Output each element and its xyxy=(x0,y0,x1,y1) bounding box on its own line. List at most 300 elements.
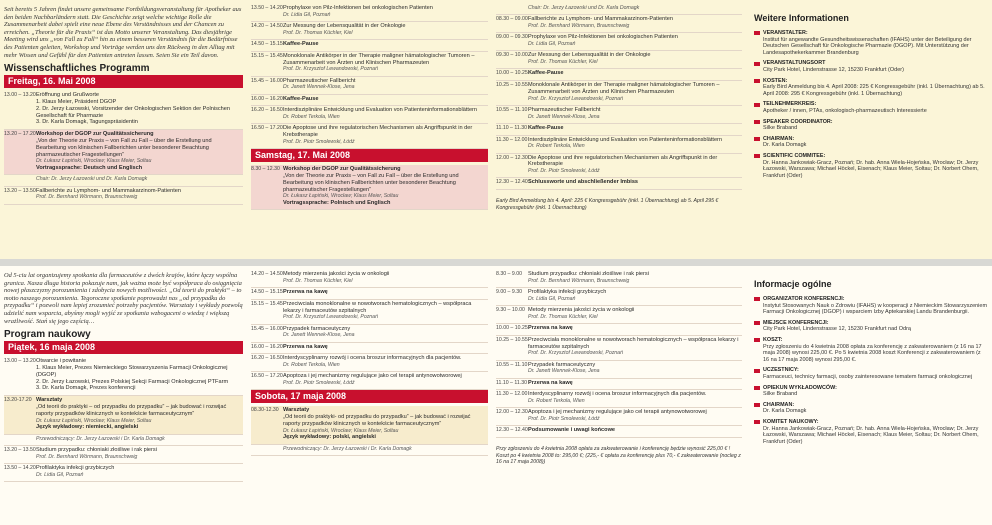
session-details xyxy=(283,125,488,145)
session-details xyxy=(528,16,742,29)
session-title: Interdisziplinäre Entwicklung und Evaluation von Patienteninformationsblättern xyxy=(283,107,478,114)
session-row xyxy=(251,343,488,355)
session-time: 11.30 – 12.00 xyxy=(496,391,528,398)
session-row xyxy=(4,435,243,446)
de-info-column xyxy=(746,0,992,259)
session-row xyxy=(496,390,742,408)
session-row xyxy=(496,106,742,124)
session-row xyxy=(251,95,488,107)
session-details xyxy=(36,397,243,430)
session-speaker: Prof. Dr. Bernhard Wörmann, Braunschweig xyxy=(36,453,138,460)
day-header: Samstag, 17. Mai 2008 xyxy=(251,149,488,162)
session-row xyxy=(496,324,742,336)
info-label-text: KOSZT: xyxy=(763,336,783,343)
session-row xyxy=(496,15,742,33)
session-line: 3. Dr. Karla Domagk, Prezes konferencji xyxy=(36,385,136,392)
info-item xyxy=(754,60,988,73)
session-row xyxy=(496,178,742,190)
session-row xyxy=(496,408,742,426)
info-item xyxy=(754,419,988,445)
session-speaker: Przewodniczący: Dr. Jerzy Łazowski i Dr. Karla Domagk xyxy=(283,445,412,452)
info-item xyxy=(754,337,988,363)
session-speaker: Prof. Dr. Krzysztof Lewandowski, Poznań xyxy=(528,95,623,102)
info-label-text: MIEJSCE KONFERENCJI: xyxy=(763,319,829,326)
session-time: 09.00 – 09.30 xyxy=(496,34,528,41)
session-title: Kaffee-Pause xyxy=(283,95,319,102)
session-line: „Od teorii do praktyki – od przypadku do przypadku“ – jak budować i rozwijać raporty przypadków klinicznych w kontekście farmaceutycznym“ xyxy=(36,403,227,417)
session-details xyxy=(283,355,488,368)
session-details xyxy=(528,427,742,434)
info-label xyxy=(754,60,988,67)
bullet-square-icon xyxy=(754,420,760,424)
session-speaker: Dr. Robert Terkola, Wien xyxy=(528,143,585,150)
session-details xyxy=(528,137,742,150)
session-time: 14.20 – 14.50 xyxy=(251,271,283,277)
info-label-text: CHAIRMAN: xyxy=(763,401,795,408)
session-time: 16.50 – 17.20 xyxy=(251,373,283,380)
session-time: 15.15 – 15.45 xyxy=(251,52,283,59)
session-time: 9.00 – 9.30 xyxy=(496,289,522,295)
info-label-text: OPIEKUN WYKŁADOWCÓW: xyxy=(763,384,837,391)
session-title: Die Apoptose und ihre regulatorischen Mechanismen als Angriffspunkt in der Krebstherapie xyxy=(528,154,718,168)
session-details xyxy=(283,5,488,18)
day-header: Freitag, 16. Mai 2008 xyxy=(4,75,243,88)
session-time: 08.30 – 09.00 xyxy=(496,16,528,23)
info-value: Instytut Stosowanych Nauk o Zdrowiu (IFAHS) w kooperacji z Niemieckim Stowarzyszeniem Farmacji Onkologicznej (DGOP) i wsparciem Izby Aptekarskiej Landu Brandenburgii. xyxy=(763,302,988,316)
session-row xyxy=(496,270,742,288)
info-label-text: CHAIRMAN: xyxy=(763,135,795,142)
info-label-text: VERANSTALTER: xyxy=(763,30,808,36)
session-details xyxy=(528,70,742,77)
session-details xyxy=(528,409,742,422)
session-time: 11.30 – 12.00 xyxy=(496,136,528,143)
session-time: 10.25 – 10.55 xyxy=(496,336,528,343)
session-details xyxy=(283,446,488,452)
bullet-square-icon xyxy=(754,403,760,407)
session-details xyxy=(528,125,742,132)
info-label xyxy=(754,30,988,37)
info-label-text: TEILNEHMERKREIS: xyxy=(763,101,817,108)
session-details xyxy=(528,5,742,11)
info-label xyxy=(754,385,988,392)
info-label-text: UCZESTNICY: xyxy=(763,367,799,374)
bullet-square-icon xyxy=(754,297,760,301)
info-list xyxy=(754,296,988,445)
session-list xyxy=(4,357,243,482)
session-title: Workshop der DGOP zur Qualitätssicherung xyxy=(36,131,154,138)
session-details xyxy=(283,373,488,386)
info-label xyxy=(754,101,988,108)
session-row xyxy=(251,445,488,456)
session-speaker: Dr. Łukasz Łapiński, Wrocław; Klaus Meier, Soltau xyxy=(283,427,399,434)
session-speaker: Prof. Dr. Piotr Smolewski, Łódź xyxy=(528,168,600,175)
session-row xyxy=(251,325,488,343)
session-time: 13.20 – 13.50 xyxy=(4,187,36,194)
session-time: 10.55 – 11.10 xyxy=(496,361,528,368)
session-time: 10.55 – 11.10 xyxy=(496,106,528,113)
session-time: 10.00 – 10.25 xyxy=(496,325,528,331)
session-details xyxy=(528,307,742,320)
session-title: Interdyscyplinarny rozwój i ocena broszur informacyjnych dla pacjentów. xyxy=(283,355,462,362)
info-label xyxy=(754,320,988,327)
session-details xyxy=(528,289,742,302)
info-title: Informacje ogólne xyxy=(754,279,832,289)
bullet-square-icon xyxy=(754,321,760,325)
session-title: Metody mierzenia jakości życia w onkologii xyxy=(283,271,390,277)
session-details xyxy=(283,271,488,284)
session-row xyxy=(4,446,243,464)
session-speaker: Przewodniczący: Dr. Jerzy Łazowski i Dr. Karla Domagk xyxy=(36,435,165,442)
session-speaker: Chair: Dr. Jerzy Łazowski und Dr. Karla Domagk xyxy=(528,5,640,11)
info-item xyxy=(754,101,988,114)
session-speaker: Prof. Dr. Thomas Küchler, Kiel xyxy=(528,59,598,65)
session-details xyxy=(283,53,488,73)
session-title: Przypadek farmaceutyczny xyxy=(528,361,596,368)
session-title: Kaffee-Pause xyxy=(528,70,564,77)
session-details xyxy=(528,325,742,332)
session-details xyxy=(283,407,488,440)
info-value: Dr. Karla Domagk xyxy=(763,408,807,415)
session-row xyxy=(496,4,742,15)
session-line: 1. Klaus Meier, Prezes Niemieckiego Stowarzyszenia Farmacji Onkologicznej (DGOP) xyxy=(36,364,228,378)
session-row xyxy=(251,300,488,325)
session-title: Przeciwciała monoklonalne w nowotworach hematologicznych – współpraca lekarzy i farmaceutów szpitalnych xyxy=(528,336,739,350)
session-time: 14.50 – 15.15 xyxy=(251,41,283,47)
info-item xyxy=(754,119,988,132)
session-row xyxy=(251,4,488,22)
session-details xyxy=(283,166,488,206)
session-speaker: Prof. Dr. Krzysztof Lewandowski, Poznań xyxy=(528,350,623,357)
session-line: „Von der Theorie zur Praxis – von Fall zu Fall – über die Erstellung und Bearbeitung von klinischen Fallberichten unter besonderer Beachtung pharmazeutischer Fragestellungen“ xyxy=(283,172,459,193)
session-details xyxy=(283,326,488,339)
session-title: Die Apoptose und ihre regulatorischen Mechanismen als Angriffspunkt in der Krebstherapie xyxy=(283,125,473,139)
session-speaker: Dr. Janett Wennek-Klose, Jena xyxy=(528,368,600,375)
info-value: Przy zgłoszeniu do 4 kwietnia 2008 opłata za konferencję z zakwaterowaniem (z 16 na 17 maja 2008) wynosi 225,00 €. Po 5 kwietnia 2008 koszt Konferencji z zakwaterowaniem (z 16 na 17 maja 2008) wynosi 295,00 €. xyxy=(763,343,982,363)
session-line: „Von der Theorie zur Praxis – von Fall zu Fall – über die Erstellung und Bearbeitung von klinischen Fallberichten unter besonderer Beachtung pharmazeutischer Fragestellungen“ xyxy=(36,137,212,158)
bullet-square-icon xyxy=(754,120,760,124)
session-speaker: Dr. Janett Wennek-Klose, Jena xyxy=(283,84,355,91)
session-title: Interdyscyplinarny rozwój i ocena broszur informacyjnych dla pacjentów. xyxy=(528,391,707,398)
session-time: 16.20 – 16.50 xyxy=(251,355,283,362)
session-speaker: Prof. Dr. Bernhard Wörmann, Braunschweig xyxy=(36,194,138,201)
bullet-square-icon xyxy=(754,103,760,107)
session-speaker: Dr. Lidia Gil, Poznań xyxy=(528,295,576,302)
session-time: 13.00 – 13.20 xyxy=(4,92,36,99)
session-row xyxy=(496,361,742,379)
info-label xyxy=(754,153,988,160)
session-details xyxy=(528,107,742,120)
session-time: 13.50 – 14.20 xyxy=(251,5,283,11)
german-program-panel xyxy=(0,0,992,259)
info-value: Silke Braband xyxy=(763,125,798,132)
session-language: Vortragssprache: Polnisch und Englisch xyxy=(283,199,391,206)
session-speaker: Dr. Lidia Gil, Poznań xyxy=(36,471,84,478)
session-speaker: Prof. Dr. Thomas Küchler, Kiel xyxy=(283,277,353,284)
session-title: Kaffee-Pause xyxy=(283,41,319,47)
session-details xyxy=(36,465,243,478)
session-speaker: Dr. Lidia Gil, Poznań xyxy=(528,41,576,47)
session-list xyxy=(4,91,243,204)
info-label xyxy=(754,402,988,409)
bullet-square-icon xyxy=(754,137,760,141)
session-row xyxy=(251,22,488,40)
pl-info-column xyxy=(746,266,992,525)
program-title: Program naukowy xyxy=(4,329,91,341)
session-title: Fallberichte zu Lymphom- und Mammakarzinom-Patienten xyxy=(36,187,181,194)
session-title: Monoklonale Antikörper in der Therapie maligner hämatologischer Tumoren – Zusammenarbeit von Ärzten und Klinischen Pharmazeuten xyxy=(283,52,475,66)
session-time: 9.30 – 10.00 xyxy=(496,307,525,313)
session-line: 2. Dr. Jerzy Łazowski, Prezes Polskiej Sekcji Farmacji Onkologicznej PTFarm xyxy=(36,378,229,385)
info-value: City Park Hotel, Lindenstrasse 12, 15230 Frankfurt (Oder) xyxy=(763,66,904,73)
info-item xyxy=(754,367,988,380)
session-row xyxy=(4,130,243,175)
bullet-square-icon xyxy=(754,369,760,373)
session-time: 8.30 – 12.30 xyxy=(251,166,280,173)
session-title: Eröffnung und Grußworte xyxy=(36,92,100,99)
session-line: 2. Dr. Jerzy Łazowski, Vorsitzender der Onkologischen Sektion der Polnischen Gesellschaft für Pharmazie xyxy=(36,105,231,119)
session-speaker: Prof. Dr. Krzysztof Lewandowski, Poznań xyxy=(283,314,378,321)
bullet-square-icon xyxy=(754,386,760,390)
session-time: 15.45 – 16.00 xyxy=(251,77,283,84)
session-time: 13.20 – 17.20 xyxy=(4,131,36,138)
session-title: Pharmazeutischer Fallbericht xyxy=(283,77,356,84)
session-row xyxy=(496,154,742,179)
session-line: „Od teorii do praktyki- od przypadku do przypadku“ – jak budować i rozwijać raporty przypadków klinicznych w kontekście farmaceutycznym“ xyxy=(283,414,471,427)
session-row xyxy=(4,357,243,396)
session-details xyxy=(528,82,742,102)
info-value: Dr. Hanna Jankowiak-Gracz, Poznań; Dr. hab. Anna Wiela-Hojeńska, Wrocław; Dr. Jerzy Łazowski, Warszawa; Michael Höckel, Eisenach; Klaus Meier, Soltau; Dr. Norbert Ohem, Frankfurt (Oder) xyxy=(763,425,979,445)
session-details xyxy=(528,34,742,47)
session-speaker: Dr. Łukasz Łapiński, Wrocław; Klaus Meier, Soltau xyxy=(36,417,152,424)
info-label-text: ORGANIZATOR KONFERENCJI: xyxy=(763,296,845,302)
session-details xyxy=(36,188,243,201)
session-title: Przerwa na kawę xyxy=(528,379,573,386)
info-item xyxy=(754,296,988,316)
session-row xyxy=(496,336,742,361)
session-title: Warsztaty xyxy=(36,397,63,404)
session-time: 10.25 – 10.55 xyxy=(496,82,528,88)
session-title: Profilaktyka infekcji grzybiczych xyxy=(36,464,115,471)
session-speaker: Dr. Lidia Gil, Poznań xyxy=(283,11,331,18)
session-language: Vortragssprache: Deutsch und Englisch xyxy=(36,164,143,171)
panel-divider xyxy=(0,259,992,266)
session-speaker: Dr. Janett Wennek-Klose, Jena xyxy=(528,113,600,120)
fee-note: Early Bird Anmeldung bis 4. April: 225 € Kongressgebühr (inkl. 1 Übernachtung) ab 5. April 295 € Kongressgebühr (inkl. 1 Übernachtung) xyxy=(496,198,719,211)
session-details xyxy=(36,447,243,460)
session-time: 14.20 – 14.50 xyxy=(251,23,283,29)
session-row xyxy=(496,124,742,136)
session-time: 13.00 – 13.20 xyxy=(4,358,36,365)
session-speaker: Dr. Robert Terkola, Wien xyxy=(283,114,340,121)
info-label-text: SCIENTIFIC COMMITEE: xyxy=(763,152,826,159)
session-row xyxy=(496,33,742,51)
session-row xyxy=(251,270,488,288)
session-speaker: Prof. Dr. Krzysztof Lewandowski, Poznań xyxy=(283,66,378,73)
session-speaker: Prof. Dr. Thomas Küchler, Kiel xyxy=(283,29,353,36)
info-value: Dr. Hanna Jankowiak-Gracz, Poznań; Dr. hab. Anna Wiela-Hojeńska, Wrocław; Dr. Jerzy Łazowski, Warszawa; Michael Höckel, Eisenach; Klaus Meier, Soltau; Dr. Norbert Ohem, Frankfurt (Oder) xyxy=(763,159,979,179)
session-language: Język wykładowy: niemiecki, angielski xyxy=(36,423,139,430)
session-title: Przerwa na kawę xyxy=(283,289,328,295)
session-speaker: Prof. Dr. Bernhard Wörmann, Braunschweig xyxy=(528,23,630,29)
session-row xyxy=(251,372,488,390)
day-header: Piątek, 16 maja 2008 xyxy=(4,341,243,354)
session-title: Workshop der DGOP zur Qualitätssicherung xyxy=(283,166,401,173)
bullet-square-icon xyxy=(754,154,760,158)
bullet-square-icon xyxy=(754,79,760,83)
session-title: Studium przypadku: chłoniaki złośliwe i rak piersi xyxy=(528,271,649,277)
session-details xyxy=(283,301,488,321)
info-label xyxy=(754,419,988,426)
session-time: 13.20-17.20 xyxy=(4,397,32,404)
info-label xyxy=(754,367,988,374)
session-details xyxy=(36,436,243,442)
session-title: Studium przypadku: chłoniaki złośliwe i rak piersi xyxy=(36,446,157,453)
session-row xyxy=(496,426,742,438)
info-label xyxy=(754,136,988,143)
session-details xyxy=(528,155,742,175)
session-time: 12.30 – 12.40 xyxy=(496,427,528,434)
info-label-text: SPEAKER COORDINATOR: xyxy=(763,118,833,125)
session-details xyxy=(528,380,742,387)
session-time: 11.10 – 11.30 xyxy=(496,124,527,131)
session-title: Kaffee-Pause xyxy=(528,124,564,131)
info-item xyxy=(754,402,988,415)
info-value: City Park Hotel, Lindenstrasse 12, 15230 Frankfurt nad Odrą xyxy=(763,326,911,333)
session-row xyxy=(251,40,488,52)
session-title: Interdisziplinäre Entwicklung und Evaluation von Patienteninformationsblättern xyxy=(528,136,723,143)
session-time: 09.30 – 10.00 xyxy=(496,52,528,59)
info-item xyxy=(754,78,988,98)
session-time xyxy=(251,446,283,452)
session-details xyxy=(36,131,243,171)
info-label-text: KOMITET NAUKOWY: xyxy=(763,418,819,425)
session-speaker: Dr. Łukasz Łapiński, Wrocław; Klaus Meier, Soltau xyxy=(283,193,399,200)
session-title: Podsumowanie i uwagi końcowe xyxy=(528,427,616,434)
session-row xyxy=(496,69,742,81)
session-row xyxy=(4,464,243,482)
session-row xyxy=(496,306,742,324)
session-speaker: Prof. Dr. Bernhard Wörmann, Braunschweig xyxy=(528,277,630,284)
session-row xyxy=(4,91,243,130)
session-row xyxy=(251,106,488,124)
session-row xyxy=(251,406,488,444)
session-row xyxy=(4,175,243,186)
session-time: 08.30-12.30 xyxy=(251,407,279,414)
info-value: Silke Braband xyxy=(763,391,798,398)
info-value: Institut für angewandte Gesundheitswissenschaften (IFAHS) unter der Beteiligung der Deutschen Gesellschaft für Onkologische Pharmazie (DGOP). Mit Unterstützung der Landesapothekerkammer Brandenburg xyxy=(763,36,972,56)
session-time: 16.00 – 16.20 xyxy=(251,95,283,102)
session-title: Przypadek farmaceutyczny xyxy=(283,325,351,332)
info-label xyxy=(754,337,988,344)
session-row xyxy=(251,124,488,149)
info-label-text: KOSTEN: xyxy=(763,77,788,84)
session-title: Warsztaty xyxy=(283,407,310,414)
session-list xyxy=(496,270,742,438)
session-list xyxy=(251,4,488,149)
de-column-3 xyxy=(492,0,746,259)
session-row xyxy=(496,51,742,69)
session-title: Schlussworte und abschließender Imbiss xyxy=(528,179,639,186)
session-details xyxy=(283,289,488,296)
session-list xyxy=(251,270,488,390)
session-title: Zur Messung der Lebensqualität in der Onkologie xyxy=(283,23,406,29)
session-row xyxy=(251,288,488,300)
info-value: Dr. Karla Domagk xyxy=(763,142,807,149)
session-speaker: Chair: Dr. Jerzy Łazowski und Dr. Karla Domagk xyxy=(36,176,148,183)
session-time: 13.20 – 13.50 xyxy=(4,446,36,453)
session-time xyxy=(4,436,36,442)
bullet-square-icon xyxy=(754,62,760,66)
session-details xyxy=(36,176,243,182)
session-speaker: Dr. Janett Wennek-Klose, Jena xyxy=(283,332,355,339)
session-speaker: Prof. Dr. Piotr Smolewski, Łódź xyxy=(283,380,355,387)
session-title: Metody mierzenia jakości życia w onkologii xyxy=(528,307,635,313)
session-list xyxy=(496,4,742,190)
session-time: 16.20 – 16.50 xyxy=(251,107,283,114)
session-time: 11.10 – 11.30 xyxy=(496,379,527,386)
info-value: Early Bird Anmeldung bis 4. April 2008: 225 € Kongressgebühr (inkl. 1 Übernachtung) ab 5. April 2008: 295 € Kongressgebühr (inkl. 1 Übernachtung) xyxy=(763,84,985,97)
session-line: 3. Dr. Karla Domagk, Tagungspräsidentin xyxy=(36,119,138,126)
session-details xyxy=(283,41,488,48)
session-time: 16.50 – 17.20 xyxy=(251,125,283,132)
session-time xyxy=(496,5,528,11)
session-time: 8.30 – 9.00 xyxy=(496,271,522,277)
info-title: Weitere Informationen xyxy=(754,13,849,23)
bullet-square-icon xyxy=(754,31,760,35)
session-title: Monoklonale Antikörper in der Therapie maligner hämatologischer Tumoren – Zusammenarbeit von Ärzten und Klinischen Pharmazeuten xyxy=(528,82,720,95)
session-speaker: Dr. Łukasz Łapiński, Wrocław; Klaus Meier, Soltau xyxy=(36,158,152,165)
session-list xyxy=(251,406,488,456)
info-label xyxy=(754,119,988,126)
pl-column-1 xyxy=(0,266,247,525)
session-time: 14.50 – 15.15 xyxy=(251,289,283,295)
session-time: 15.45 – 16.00 xyxy=(251,325,283,332)
session-title: Zur Messung der Lebensqualität in der Onkologie xyxy=(528,52,651,59)
session-title: Otwarcie i powitanie xyxy=(36,358,87,365)
session-time xyxy=(4,176,36,182)
info-item xyxy=(754,320,988,333)
info-value: Farmaceuci, technicy farmacji, osoby zainteresowane tematem farmacji onkologicznej xyxy=(763,373,973,380)
session-time: 10.00 – 10.25 xyxy=(496,70,528,77)
info-label-text: VERANSTALTUNGSORT xyxy=(763,60,826,67)
de-column-1 xyxy=(0,0,247,259)
session-time: 13.50 – 14.20 xyxy=(4,464,36,471)
session-title: Przerwa na kawę xyxy=(528,325,573,331)
session-time: 12.30 – 12.40 xyxy=(496,179,528,186)
session-time: 12.00 – 12.30 xyxy=(496,409,528,416)
session-details xyxy=(283,78,488,91)
info-label xyxy=(754,296,988,303)
info-item xyxy=(754,30,988,56)
fee-note: Przy zgłoszeniu do 4 kwietnia 2008 opłata za zakwaterowanie i konferencję będzie wynosić 225,00 € ! Koszt po 4 kwietnia 2008 to: 295,00 €; (225,- € opłata za konferencję plus 70,- € zakwaterowanie (nocleg z 16 na 17 maja 2008)) xyxy=(496,446,741,465)
session-row xyxy=(251,52,488,77)
session-time: 12.00 – 12.30 xyxy=(496,154,528,161)
info-item xyxy=(754,153,988,179)
info-item xyxy=(754,385,988,398)
session-title: Przeciwciała monoklonalne w nowotworach hematologicznych – współpraca lekarzy i farmaceutów szpitalnych xyxy=(283,300,472,314)
session-row xyxy=(496,379,742,391)
session-details xyxy=(283,107,488,120)
session-line: 1. Klaus Meier, Präsident DGOP xyxy=(36,98,117,105)
session-row xyxy=(496,136,742,154)
intro-text: Seit bereits 5 Jahren findet unsere gemeinsame Fortbildungsveranstaltung für Apotheker aus den beiden Nachbarländern statt. Die Geschichte zeigt welche wichtige Rolle die Zusammenarbeit dabei spielt eine neue Ebene des Verständnisses und der Chancen zu erreichen. „Theorie für die Praxis“ ist das Motto unserer Veranstaltung. Das diesjährige Meeting wird uns „von Fall zu Fall“ hin zu einem besseren Verständnis für die Bedürfnisse des Patienten geleiten, Workshop und Vorträge werden uns den Rückweg in den Alltag mit mehr Wissen und Gefühl für den Patienten antreten lassen. Seien Sie ein Teil davon. xyxy=(4,6,242,59)
session-speaker: Prof. Dr. Piotr Smolewski, Łódź xyxy=(528,416,600,423)
session-title: Apoptoza i jej mechanizmy regulujące jako cel terapii antynowotworowej xyxy=(283,373,462,380)
session-row xyxy=(251,77,488,95)
session-title: Przerwa na kawę xyxy=(283,343,328,350)
session-speaker: Dr. Robert Terkola, Wien xyxy=(528,398,585,405)
session-title: Apoptoza i jej mechanizmy regulujące jako cel terapii antynowotworowej xyxy=(528,409,707,416)
